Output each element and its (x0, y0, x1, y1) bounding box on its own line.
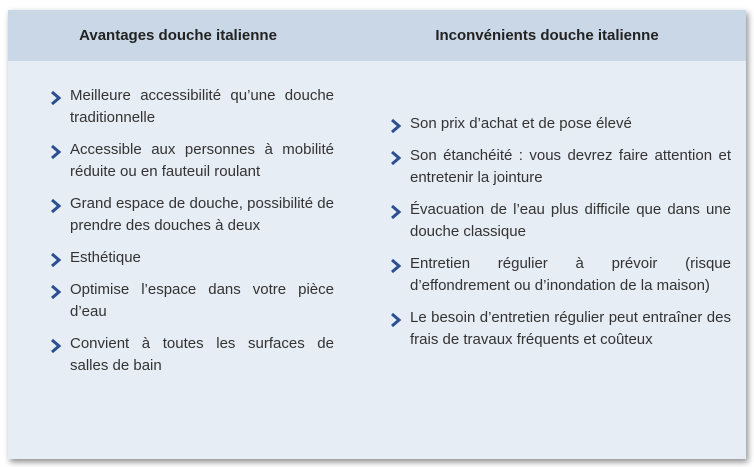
chevron-right-icon (390, 205, 402, 219)
header-disadvantages: Inconvénients douche italienne (435, 27, 659, 44)
list-item (390, 113, 731, 135)
advantage-text: Convient à toutes les surfaces de salles de bain (70, 335, 334, 374)
chevron-right-icon (50, 339, 62, 353)
table-header (8, 10, 746, 61)
chevron-right-icon (50, 285, 62, 299)
advantages-list (50, 85, 334, 387)
disadvantage-text: Entretien régulier à prévoir (risque d’effondrement ou d’inondation de la maison) (410, 255, 731, 294)
advantage-text: Esthétique (70, 249, 141, 266)
list-item (50, 139, 334, 183)
chevron-right-icon (50, 199, 62, 213)
advantage-text: Grand espace de douche, possibilité de prendre des douches à deux (70, 195, 334, 234)
chevron-right-icon (390, 313, 402, 327)
list-item (50, 85, 334, 129)
list-item (50, 193, 334, 237)
chevron-right-icon (390, 151, 402, 165)
disadvantage-text: Son étanchéité : vous devrez faire attention et entretenir la jointure (410, 147, 731, 186)
list-item (50, 333, 334, 377)
disadvantage-text: Le besoin d’entretien régulier peut entraîner des frais de travaux fréquents et coûteux (410, 309, 731, 348)
list-item (50, 247, 334, 269)
chevron-right-icon (390, 259, 402, 273)
table-body (8, 10, 746, 459)
chevron-right-icon (390, 119, 402, 133)
list-item (390, 145, 731, 189)
list-item (390, 199, 731, 243)
list-item (390, 307, 731, 351)
list-item (50, 279, 334, 323)
disadvantages-list (390, 113, 731, 361)
chevron-right-icon (50, 145, 62, 159)
chevron-right-icon (50, 91, 62, 105)
disadvantage-text: Son prix d’achat et de pose élevé (410, 115, 632, 132)
advantage-text: Meilleure accessibilité qu’une douche traditionnelle (70, 87, 334, 126)
header-advantages: Avantages douche italienne (79, 27, 277, 44)
advantage-text: Accessible aux personnes à mobilité réduite ou en fauteuil roulant (70, 141, 334, 180)
advantage-text: Optimise l’espace dans votre pièce d’eau (70, 281, 334, 320)
comparison-table (8, 10, 746, 459)
disadvantage-text: Évacuation de l’eau plus difficile que dans une douche classique (410, 201, 731, 240)
list-item (390, 253, 731, 297)
chevron-right-icon (50, 253, 62, 267)
